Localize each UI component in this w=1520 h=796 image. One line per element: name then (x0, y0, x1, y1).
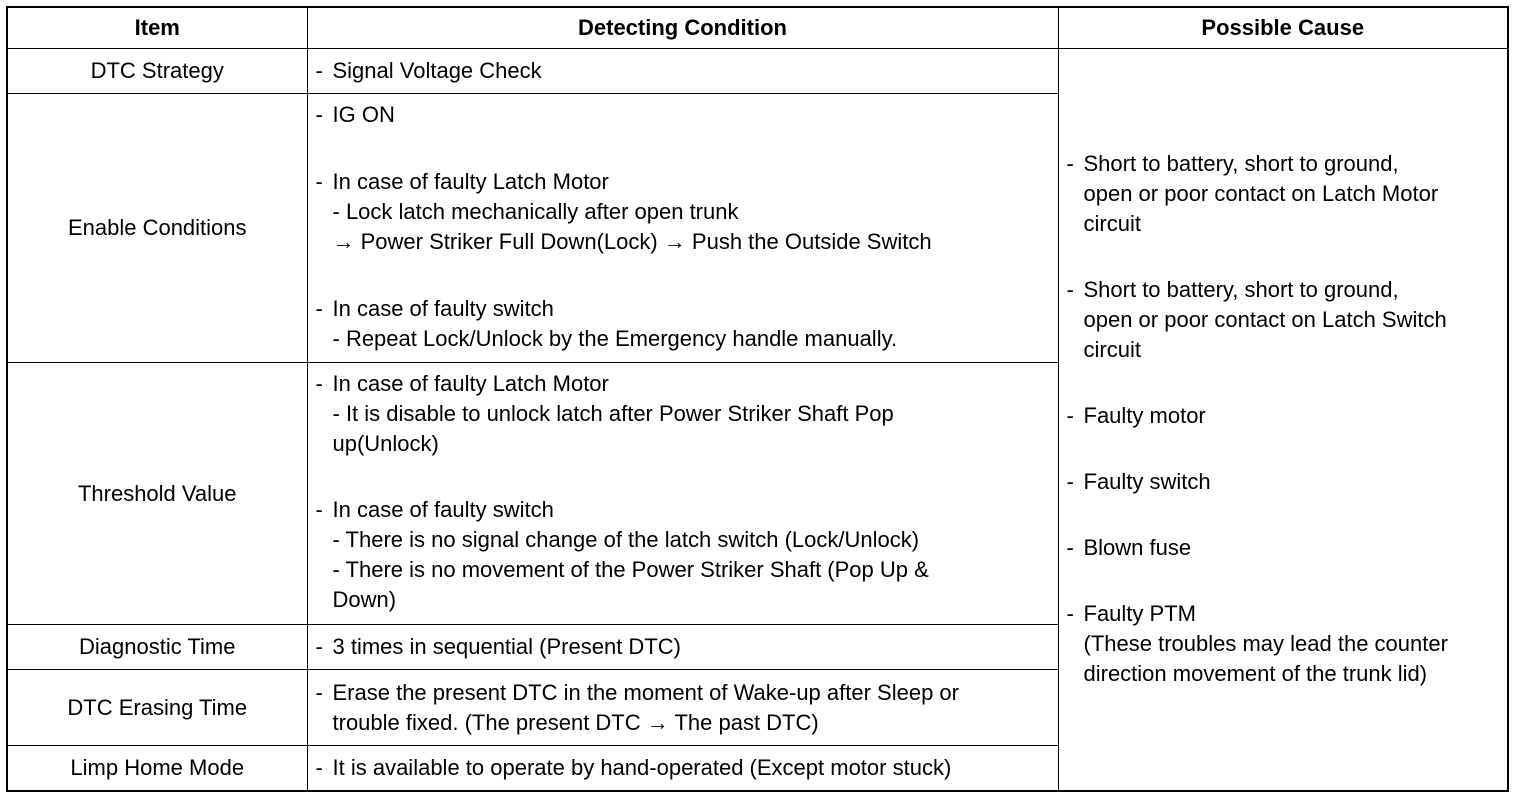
cause-latch-switch-circuit: Short to battery, short to ground, (1083, 277, 1399, 303)
cond-dtc-erasing-time: - Erase the present DTC in the moment of Wake-up after Sleep or trouble fixed. (The present DTC → The past DTC) (307, 670, 1058, 746)
header-row (7, 7, 1508, 49)
cond-faulty-switch: In case of faulty switch (332, 296, 554, 321)
cond-enable-conditions: - IG ON - In case of faulty Latch Motor - Lock latch mechanically after open trunk → Power Striker Full Down(Lock) → Push the Outside Switch - In case of faulty switch - Repeat Lock/Unlock by the Emergency handle manually. (307, 94, 1058, 363)
threshold-unlock-disable: - It is disable to unlock latch after Power Striker Shaft Pop (332, 401, 894, 426)
item-threshold-value: Threshold Value (7, 363, 307, 625)
item-diagnostic-time: Diagnostic Time (7, 625, 307, 670)
threshold-faulty-latch-motor: In case of faulty Latch Motor (332, 371, 609, 396)
cond-limp-home-text: It is available to operate by hand-operated (Except motor stuck) (332, 754, 952, 780)
threshold-no-movement-2: Down) (332, 587, 397, 612)
cond-power-striker-sequence: → Power Striker Full Down(Lock) → Push the Outside Switch (332, 229, 932, 254)
cause-latch-motor-circuit: Short to battery, short to ground, (1083, 151, 1399, 177)
cond-limp-home-mode: - It is available to operate by hand-operated (Except motor stuck) (307, 746, 1058, 791)
threshold-no-signal-change: - There is no signal change of the latch switch (Lock/Unlock) (332, 527, 920, 552)
item-limp-home-mode: Limp Home Mode (7, 746, 307, 791)
threshold-faulty-switch: In case of faulty switch (332, 497, 554, 522)
cond-repeat-lock-unlock: - Repeat Lock/Unlock by the Emergency handle manually. (332, 326, 898, 351)
cond-dtc-strategy-text: Signal Voltage Check (332, 58, 542, 83)
dtc-spec-table (6, 6, 1509, 792)
cond-diagnostic-time-text: 3 times in sequential (Present DTC) (332, 634, 681, 659)
threshold-no-movement: - There is no movement of the Power Striker Shaft (Pop Up & (332, 557, 929, 582)
cause-faulty-motor: Faulty motor (1083, 403, 1206, 429)
item-dtc-erasing-time: DTC Erasing Time (7, 670, 307, 746)
cond-dtc-strategy: - Signal Voltage Check (307, 49, 1058, 94)
cond-diagnostic-time: - 3 times in sequential (Present DTC) (307, 625, 1058, 670)
cause-latch-switch-circuit-3: circuit (1083, 337, 1141, 363)
cond-erase-present-dtc: Erase the present DTC in the moment of Wake-up after Sleep or (332, 679, 959, 705)
cause-faulty-switch: Faulty switch (1083, 469, 1211, 495)
cond-lock-latch: - Lock latch mechanically after open trunk (332, 199, 739, 224)
cause-latch-motor-circuit-3: circuit (1083, 211, 1141, 237)
threshold-unlock-disable-2: up(Unlock) (332, 431, 439, 456)
header-possible-cause: Possible Cause (1058, 7, 1508, 49)
item-dtc-strategy: DTC Strategy (7, 49, 307, 94)
cause-faulty-ptm-note-2: direction movement of the trunk lid) (1083, 661, 1428, 687)
possible-cause-cell: - Short to battery, short to ground, open or poor contact on Latch Motor circuit - Short to battery, short to ground, open or poor contact on Latch Switch circuit - Faulty motor - Faulty switch - Blown fuse - Faulty PTM (These troubles may lead the counter direction movement of the trunk lid) (1058, 49, 1508, 791)
row-dtc-strategy (7, 49, 1508, 94)
cause-latch-motor-circuit-2: open or poor contact on Latch Motor (1083, 181, 1439, 207)
cond-threshold-value: - In case of faulty Latch Motor - It is disable to unlock latch after Power Striker Shaft Pop up(Unlock) - In case of faulty switch - There is no signal change of the latch switch (Lock/Unlock) - There is no movement of the Power Striker Shaft (Pop Up & Down) (307, 363, 1058, 625)
header-detecting-condition: Detecting Condition (307, 7, 1058, 49)
cond-erase-present-dtc-2: trouble fixed. (The present DTC → The past DTC) (332, 709, 819, 735)
cause-faulty-ptm-note: (These troubles may lead the counter (1083, 631, 1448, 657)
cause-latch-switch-circuit-2: open or poor contact on Latch Switch (1083, 307, 1447, 333)
header-item: Item (7, 7, 307, 49)
cond-ig-on: IG ON (332, 102, 395, 127)
item-enable-conditions: Enable Conditions (7, 94, 307, 363)
cause-blown-fuse: Blown fuse (1083, 535, 1192, 561)
cause-faulty-ptm: Faulty PTM (1083, 601, 1196, 627)
cond-faulty-latch-motor: In case of faulty Latch Motor (332, 169, 609, 194)
